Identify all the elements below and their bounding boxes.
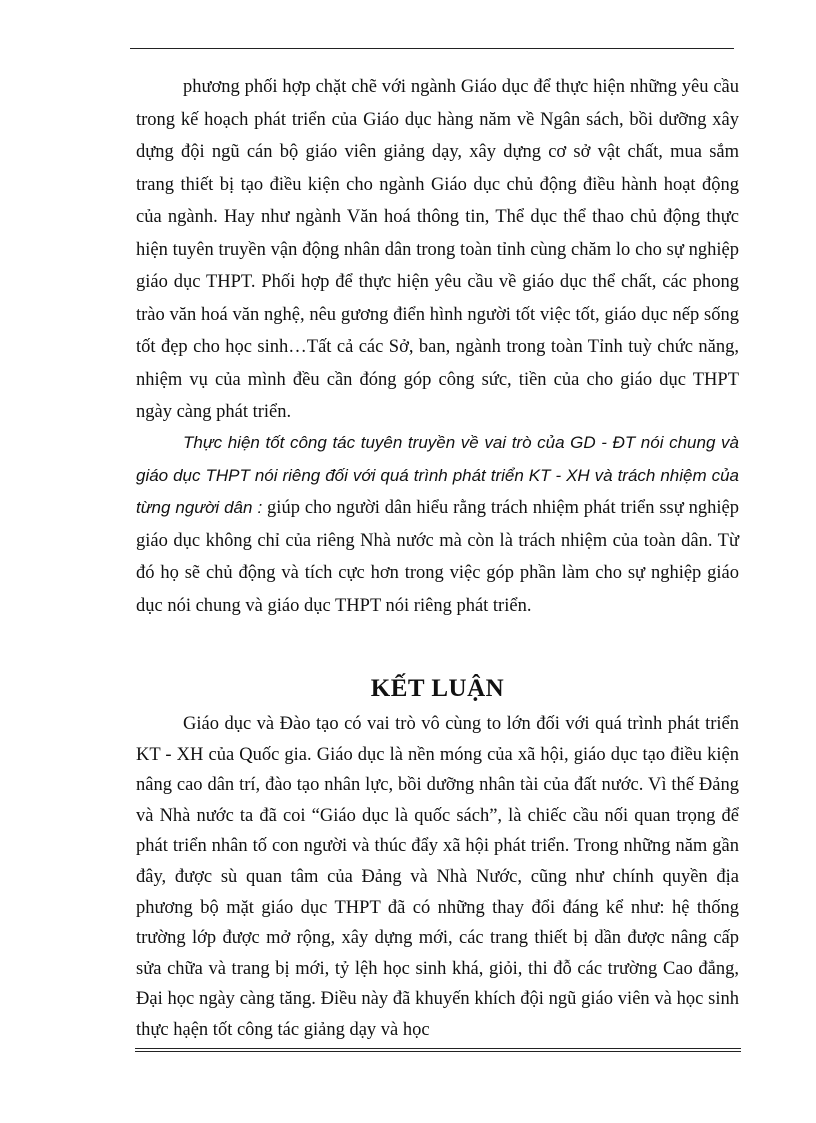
header-rule bbox=[130, 48, 734, 49]
paragraph-1: phương phối hợp chặt chẽ với ngành Giáo dục để thực hiện những yêu cầu trong kế hoạch phát triển của Giáo dục hàng năm về Ngân sách, bồi dưỡng xây dựng đội ngũ cán bộ giáo viên giảng dạy, xây dựng cơ sở vật chất, mua sắm trang thiết bị tạo điều kiện cho ngành Giáo dục chủ động điều hành hoạt động của ngành. Hay như ngành Văn hoá thông tin, Thể dục thể thao chủ động thực hiện tuyên truyền vận động nhân dân trong toàn tỉnh cùng chăm lo cho sự nghiệp giáo dục THPT. Phối hợp để thực hiện yêu cầu về giáo dục thể chất, các phong trào văn hoá văn nghệ, nêu gương điển hình người tốt việc tốt, giáo dục nếp sống tốt đẹp cho học sinh…Tất cả các Sở, ban, ngành trong toàn Tỉnh tuỳ chức năng, nhiệm vụ của mình đều cần đóng góp công sức, tiền của cho giáo dục THPT ngày càng phát triển. bbox=[136, 77, 739, 422]
paragraph-3: Giáo dục và Đào tạo có vai trò vô cùng to lớn đối với quá trình phát triển KT - XH của Quốc gia. Giáo dục là nền móng của xã hội, giáo dục tạo điều kiện nâng cao dân trí, đào tạo nhân lực, bồi dưỡng nhân tài của đất nước. Vì thế Đảng và Nhà nước ta đã coi “Giáo dục là quốc sách”, là chiếc cầu nối quan trọng để phát triển nhân tố con người và thúc đẩy xã hội phát triển. Trong những năm gần đây, được sù quan tâm của Đảng và Nhà Nước, cũng như chính quyền địa phương bộ mặt giáo dục THPT đã có những thay đổi đáng kể như: hệ thống trường lớp được mở rộng, xây dựng mới, các trang thiết bị dần được nâng cấp sửa chữa và trang bị mới, tỷ lệh học sinh khá, giỏi, thi đỗ các trường Cao đẳng, Đại học ngày càng tăng. Điều này đã khuyến khích đội ngũ giáo viên và học sinh thực hạện tốt công tác giảng dạy và học bbox=[136, 714, 739, 1040]
footer-rule bbox=[135, 1048, 741, 1052]
paragraph-2-rest: giúp cho người dân hiểu rằng trách nhiệm phát triển ssự nghiệp giáo dục không chỉ của riêng Nhà nước mà còn là trách nhiệm của toàn dân. Từ đó họ sẽ chủ động và tích cực hơn trong việc góp phần làm cho sự nghiệp giáo dục nói chung và giáo dục THPT nói riêng phát triển. bbox=[136, 498, 739, 616]
paragraph-2-italic: Thực hiện tốt công tác tuyên truyền về vai trò của GD - ĐT nói chung và giáo dục THPT nói riêng đối với quá trình phát triển KT - XH và trách nhiệm của từng người dân : bbox=[136, 433, 739, 517]
paragraph-2 bbox=[136, 427, 739, 622]
section-heading: KẾT LUẬN bbox=[370, 675, 505, 702]
